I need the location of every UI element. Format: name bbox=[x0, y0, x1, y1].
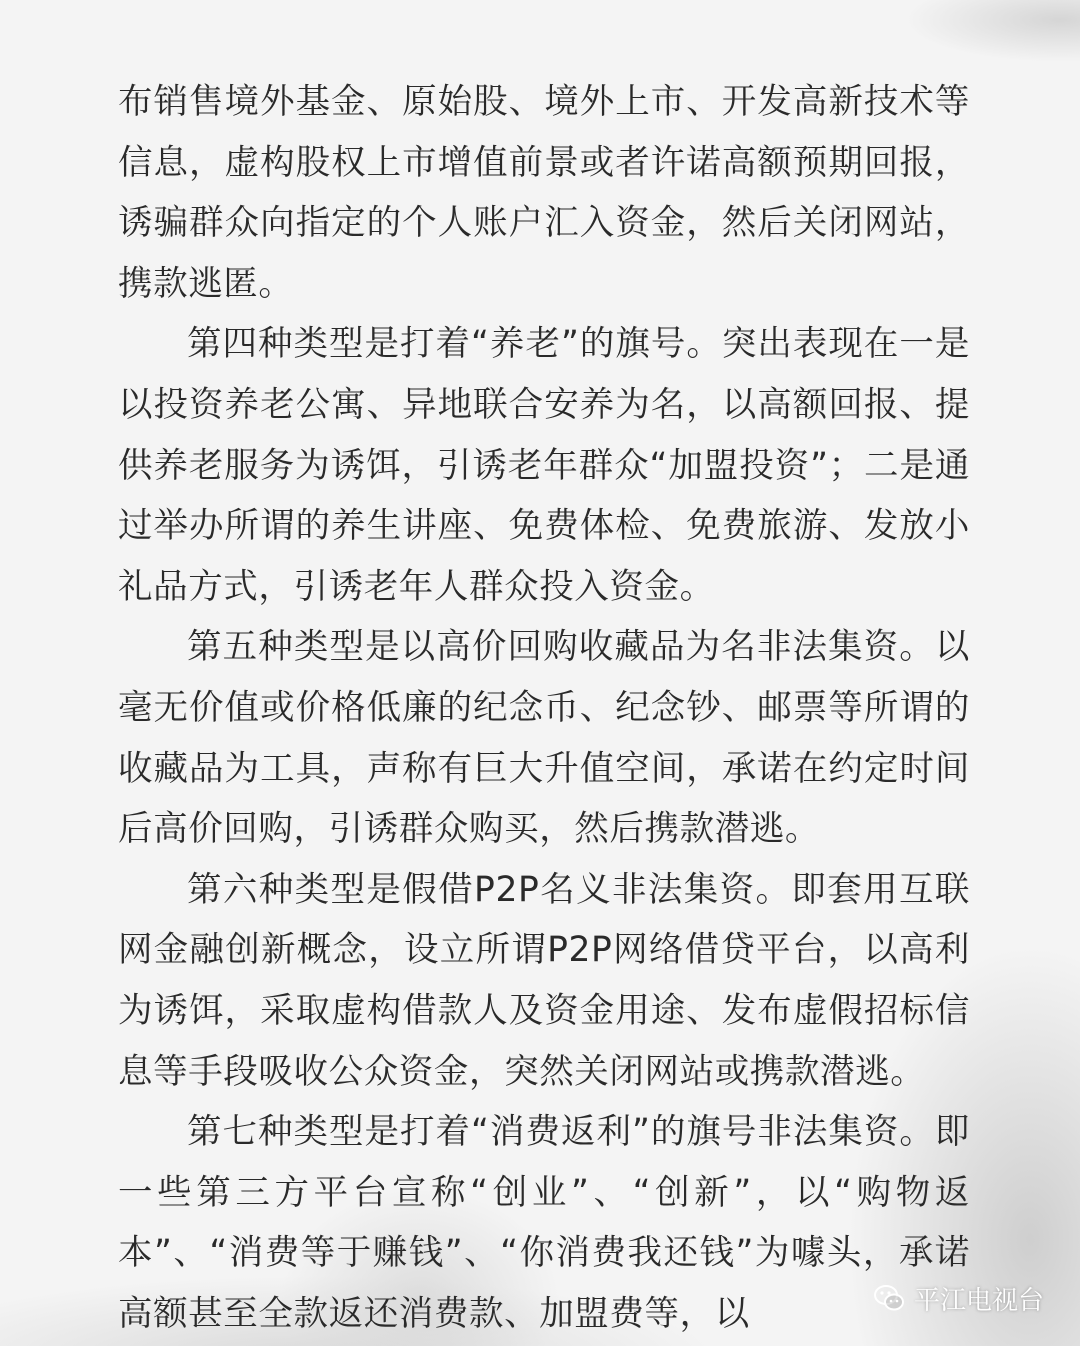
paragraph: 第四种类型是打着“养老”的旗号。突出表现在一是以投资养老公寓、异地联合安养为名，以高额回报、提供养老服务为诱饵，引诱老年群众“加盟投资”；二是通过举办所谓的养生讲座、免费体检、免费旅游、发放小礼品方式，引诱老年人群众投入资金。 bbox=[118, 324, 970, 607]
paragraph: 布销售境外基金、原始股、境外上市、开发高新技术等信息，虚构股权上市增值前景或者许诺高额预期回报，诱骗群众向指定的个人账户汇入资金，然后关闭网站，携款逃匿。 bbox=[118, 82, 970, 304]
wechat-icon bbox=[872, 1281, 906, 1315]
paragraph: 第七种类型是打着“消费返利”的旗号非法集资。即一些第三方平台宣称“创业”、“创新”，以“购物返本”、“消费等于赚钱”、“你消费我还钱”为噱头，承诺高额甚至全款返还消费款、加盟费等，以 bbox=[118, 1112, 970, 1334]
article-body bbox=[118, 72, 970, 1344]
source-watermark bbox=[872, 1280, 1044, 1316]
paragraph: 第六种类型是假借P2P名义非法集资。即套用互联网金融创新概念，设立所谓P2P网络借贷平台，以高利为诱饵，采取虚构借款人及资金用途、发布虚假招标信息等手段吸收公众资金，突然关闭网站或携款潜逃。 bbox=[118, 869, 970, 1092]
watermark-text: 平江电视台 bbox=[913, 1285, 1044, 1316]
paragraph: 第五种类型是以高价回购收藏品为名非法集资。以毫无价值或价格低廉的纪念币、纪念钞、邮票等所谓的收藏品为工具，声称有巨大升值空间，承诺在约定时间后高价回购，引诱群众购买，然后携款潜逃。 bbox=[118, 627, 970, 850]
